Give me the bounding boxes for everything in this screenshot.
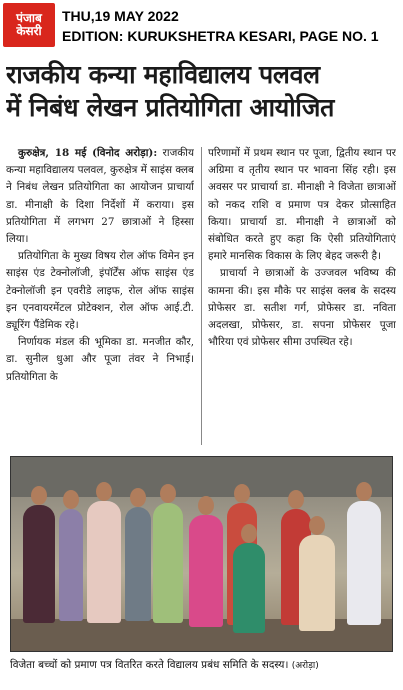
article-paragraph-1: राजकीय कन्या महाविद्यालय पलवल, कुरुक्षेत्र में साइंस क्लब ने निबंध लेखन प्रतियोगिता का आयोजन प्राचार्या डा. मीनाक्षी के दिशा निर्देशों में कराया। इस प्रतियोगिता में लगभग 27 छात्राओं ने हिस्सा लिया। — [6, 147, 194, 246]
article-dateline: कुरुक्षेत्र, 18 मई (विनोद अरोड़ा): — [18, 147, 158, 159]
article-headline — [6, 58, 398, 124]
edition-info: EDITION: KURUKSHETRA KESARI, PAGE NO. 1 — [62, 28, 379, 44]
photo-caption-row — [10, 657, 393, 674]
headline-line-1: राजकीय कन्या महाविद्यालय पलवल — [6, 60, 320, 89]
article-paragraph-2: प्रतियोगिता के मुख्य विषय रोल ऑफ विमेन इन साइंस एंड टेक्नोलॉजी, इंपॉर्टेंस ऑफ साइंस एंड टेक्नोलॉजी इन एवरीडे लाइफ, रोल ऑफ साइंस इन एनवायरमेंटल प्रोटेक्शन, रोल ऑफ आई.टी. ड्यूरिंग पैंडेमिक रहे। — [6, 250, 194, 332]
photo-person — [125, 507, 151, 621]
article-left-column — [6, 145, 194, 447]
photo-caption: विजेता बच्चों को प्रमाण पत्र वितरित करते विद्यालय प्रबंध समिति के सदस्य। — [10, 659, 289, 671]
logo-line-2: केसरी — [16, 24, 42, 38]
photo-person — [347, 501, 381, 625]
photo-person — [59, 509, 83, 621]
article-paragraph-5: प्राचार्या ने छात्राओं के उज्जवल भविष्य की कामना की। इस मौके पर साइंस क्लब के सदस्य प्रोफेसर डा. सतीश गर्ग, प्रोफेसर डा. नविता अदलखा, प्रोफेसर, डा. सपना प्रोफेसर पूजा भौरिया एवं प्रोफेसर सीमा उपस्थित रहे। — [208, 267, 396, 349]
photo-person — [153, 503, 183, 623]
news-photo — [10, 456, 393, 652]
article-right-column — [208, 145, 396, 447]
photo-person — [299, 535, 335, 631]
photo-person — [23, 505, 55, 623]
logo-line-1: पंजाब — [16, 11, 42, 26]
photo-person — [87, 501, 121, 623]
article-paragraph-4: परिणामों में प्रथम स्थान पर पूजा, द्वितीय स्थान पर अग्रिमा व तृतीय स्थान पर भावना सिंह रही। इस अवसर पर प्राचार्या डा. मीनाक्षी ने विजेता छात्राओं को नकद राशि व प्रमाण पत्र देकर प्रोत्साहित किया। प्राचार्या डा. मीनाक्षी ने छात्राओं को संबोधित करते हुए कहा कि ऐसी प्रतियोगिताएं हमारे मानसिक विकास के लिए बेहद जरूरी है। — [208, 147, 396, 263]
photo-credit: (अरोड़ा) — [291, 661, 319, 671]
column-divider — [201, 147, 202, 445]
headline-line-2: में निबंध लेखन प्रतियोगिता आयोजित — [6, 93, 335, 122]
newspaper-logo — [3, 3, 55, 47]
article-paragraph-1-wrap — [6, 145, 194, 248]
article-paragraph-3: निर्णायक मंडल की भूमिका डा. मनजीत कौर, डा. सुनील धुआ और पूजा तंवर ने निभाई। प्रतियोगिता के — [6, 336, 194, 383]
photo-person — [189, 515, 223, 627]
edition-meta — [62, 6, 403, 46]
photo-person — [233, 543, 265, 633]
publication-date: THU,19 MAY 2022 — [62, 8, 179, 24]
